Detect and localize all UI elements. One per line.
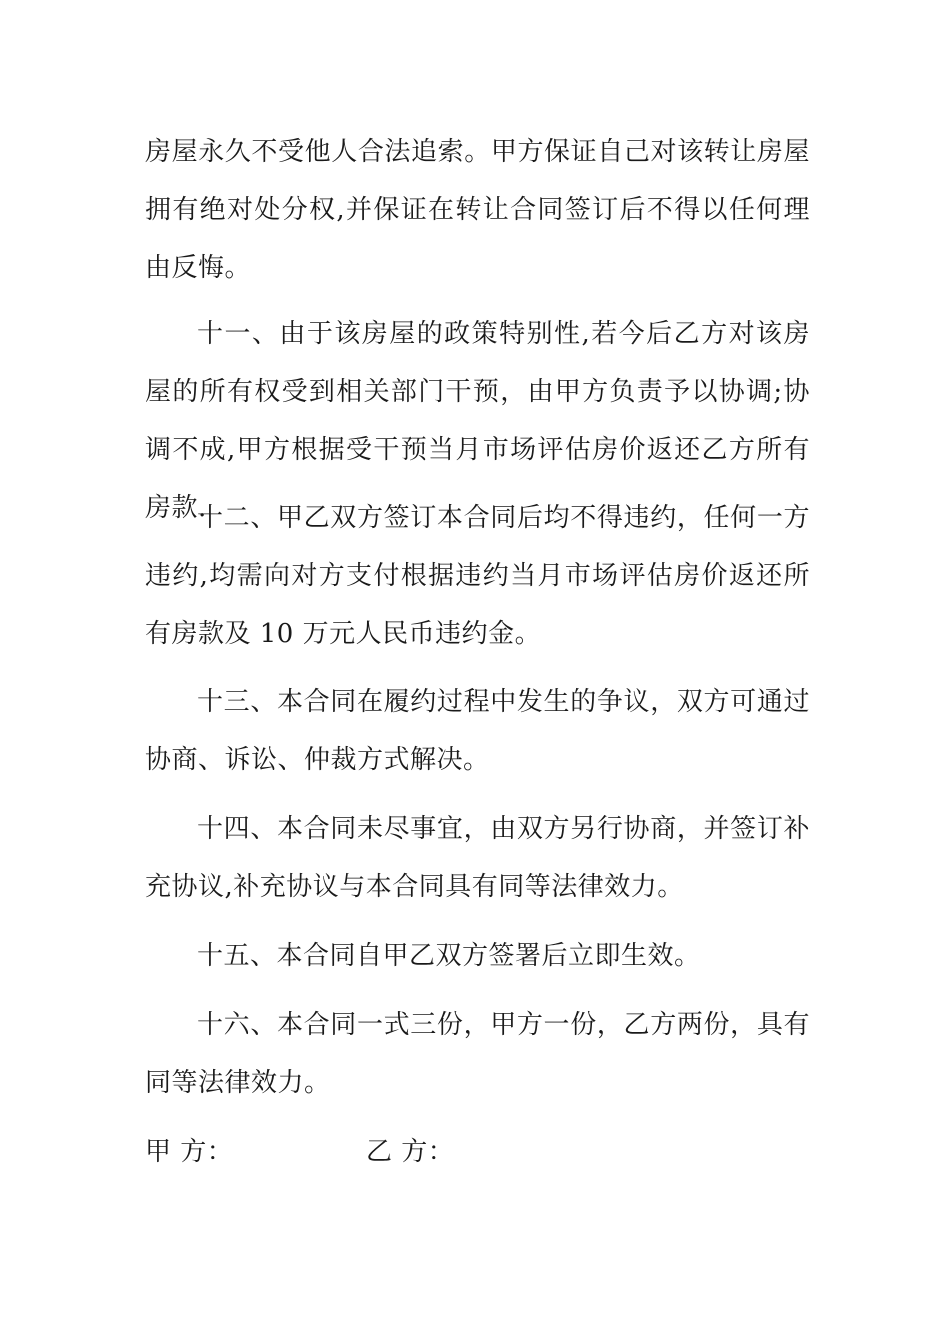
clause-12: 十二、甲乙双方签订本合同后均不得违约，任何一方违约,均需向对方支付根据违约当月市场评估房价返还所有房款及 10 万元人民币违约金。 bbox=[145, 503, 810, 649]
party-a-signature-label: 甲 方： bbox=[145, 1137, 234, 1167]
clause-10-continuation: 房屋永久不受他人合法追索。甲方保证自己对该转让房屋拥有绝对处分权,并保证在转让合同签订后不得以任何理由反悔。 bbox=[145, 137, 810, 283]
clause-15: 十五、本合同自甲乙双方签署后立即生效。 bbox=[197, 941, 701, 971]
clause-13: 十三、本合同在履约过程中发生的争议，双方可通过协商、诉讼、仲裁方式解决。 bbox=[145, 687, 810, 775]
clause-11: 十一、由于该房屋的政策特别性,若今后乙方对该房屋的所有权受到相关部门干预，由甲方负责予以协调;协调不成,甲方根据受干预当月市场评估房价返还乙方所有房款. bbox=[145, 319, 810, 523]
clause-14: 十四、本合同未尽事宜，由双方另行协商，并签订补充协议,补充协议与本合同具有同等法律效力。 bbox=[145, 814, 810, 902]
party-b-signature-label: 乙 方： bbox=[366, 1137, 455, 1167]
clause-16: 十六、本合同一式三份，甲方一份，乙方两份，具有同等法律效力。 bbox=[145, 1010, 810, 1098]
